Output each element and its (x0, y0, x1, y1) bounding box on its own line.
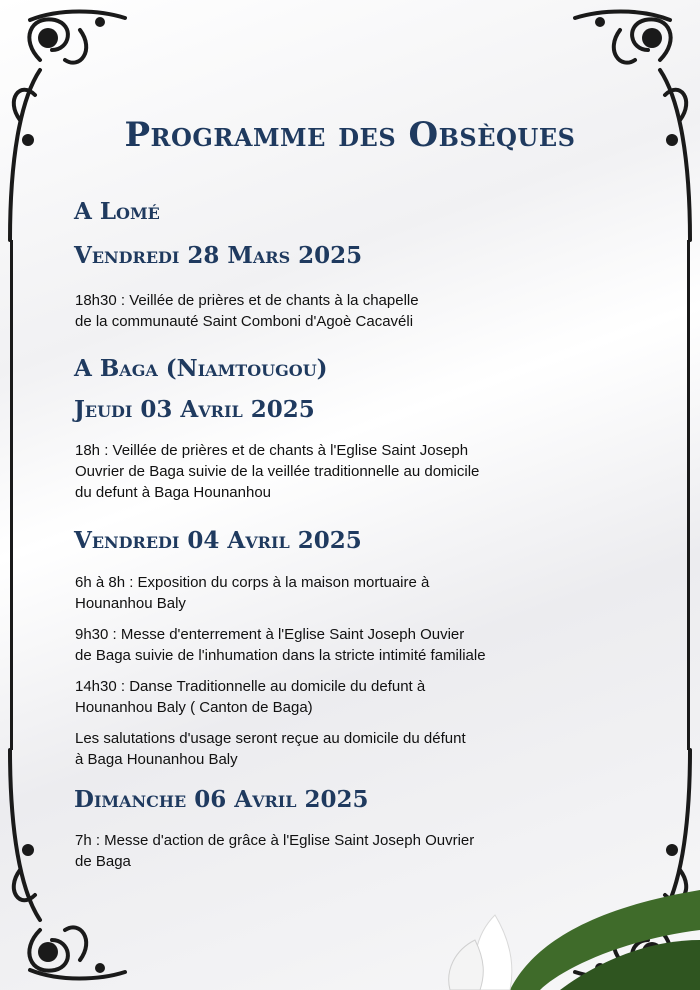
section-heading-date: Vendredi 28 Mars 2025 (74, 242, 363, 269)
program-item-line: à Baga Hounanhou Baly (75, 751, 238, 768)
program-item-line: Hounanhou Baly ( Canton de Baga) (75, 699, 313, 716)
program-item-line: Ouvrier de Baga suivie de la veillée traditionnelle au domicile (75, 463, 480, 480)
program-item-line: 18h30 : Veillée de prières et de chants à la chapelle (75, 292, 419, 309)
frame-right-line (687, 240, 690, 750)
program-item (75, 676, 595, 718)
program-item-line: de Baga suivie de l'inhumation dans la stricte intimité familiale (75, 647, 486, 664)
program-item-line: du defunt à Baga Hounanhou (75, 484, 272, 501)
section-heading-date: Vendredi 04 Avril 2025 (74, 527, 362, 554)
program-item (75, 440, 595, 503)
section-heading-baga: A Baga (Niamtougou) (74, 355, 328, 382)
program-item (75, 830, 595, 872)
program-item-line: Hounanhou Baly (75, 595, 186, 612)
page-title: Programme des Obsèques (124, 115, 576, 155)
program-item-line: 6h à 8h : Exposition du corps à la maison mortuaire à (75, 574, 430, 591)
frame-left-line (10, 240, 13, 750)
program-item-line: Les salutations d'usage seront reçue au domicile du défunt (75, 730, 466, 747)
section-heading-date: Dimanche 06 Avril 2025 (74, 786, 369, 813)
program-item (75, 290, 595, 332)
program-item (75, 572, 595, 614)
program-item-line: 14h30 : Danse Traditionnelle au domicile du defunt à (75, 678, 426, 695)
program-item-line: 9h30 : Messe d'enterrement à l'Eglise Saint Joseph Ouvier (75, 626, 465, 643)
program-item-line: 18h : Veillée de prières et de chants à l'Eglise Saint Joseph (75, 442, 469, 459)
program-item-line: de la communauté Saint Comboni d'Agoè Cacavéli (75, 313, 414, 330)
program-item-line: 7h : Messe d'action de grâce à l'Eglise Saint Joseph Ouvrier (75, 832, 475, 849)
calla-lily-icon (440, 870, 700, 990)
section-heading-date: Jeudi 03 Avril 2025 (74, 396, 315, 423)
section-heading-lome: A Lomé (74, 198, 160, 225)
program-item (75, 728, 595, 770)
program-item (75, 624, 595, 666)
program-item-line: de Baga (75, 853, 131, 870)
